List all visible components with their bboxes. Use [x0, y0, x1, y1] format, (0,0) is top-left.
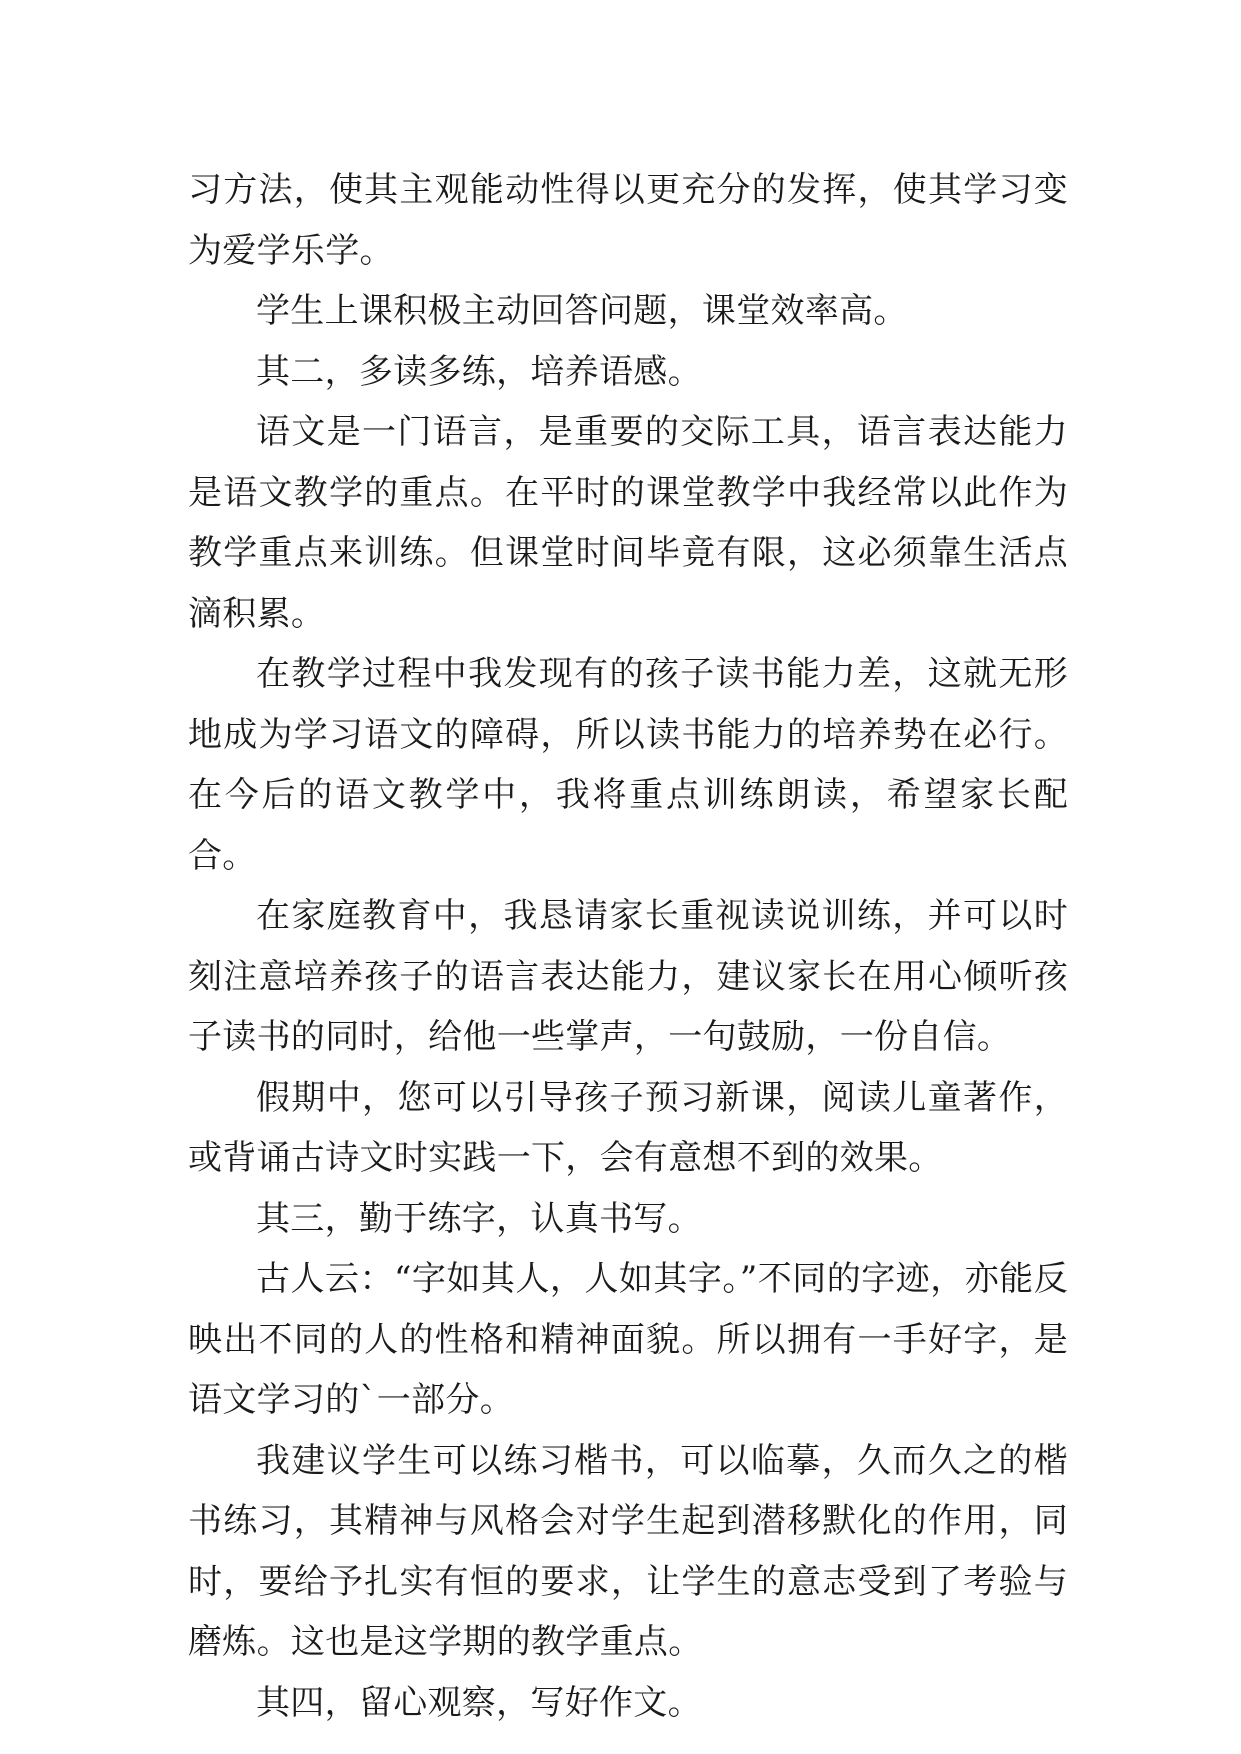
document-body	[188, 160, 1068, 1733]
paragraph-1: 习方法，使其主观能动性得以更充分的发挥，使其学习变为爱学乐学。	[188, 170, 1068, 271]
paragraph-4: 在教学过程中我发现有的孩子读书能力差，这就无形地成为学习语文的障碍，所以读书能力的培养势在必行。在今后的语文教学中，我将重点训练朗读，希望家长配合。	[188, 654, 1068, 876]
section-heading-2: 其二，多读多练，培养语感。	[256, 351, 702, 392]
paragraph-7: 古人云：“字如其人，人如其字。”不同的字迹，亦能反映出不同的人的性格和精神面貌。所以拥有一手好字，是语文学习的`一部分。	[188, 1259, 1068, 1420]
section-heading-3: 其三，勤于练字，认真书写。	[256, 1198, 702, 1239]
paragraph-8: 我建议学生可以练习楷书，可以临摹，久而久之的楷书练习，其精神与风格会对学生起到潜移默化的作用，同时，要给予扎实有恒的要求，让学生的意志受到了考验与磨炼。这也是这学期的教学重点。	[188, 1440, 1068, 1662]
paragraph-3: 语文是一门语言，是重要的交际工具，语言表达能力是语文教学的重点。在平时的课堂教学中我经常以此作为教学重点来训练。但课堂时间毕竟有限，这必须靠生活点滴积累。	[188, 412, 1068, 634]
paragraph-6: 假期中，您可以引导孩子预习新课，阅读儿童著作，或背诵古诗文时实践一下，会有意想不到的效果。	[188, 1077, 1068, 1178]
paragraph-2: 学生上课积极主动回答问题，课堂效率高。	[256, 291, 908, 331]
section-heading-4: 其四，留心观察，写好作文。	[256, 1682, 702, 1723]
paragraph-5: 在家庭教育中，我恳请家长重视读说训练，并可以时刻注意培养孩子的语言表达能力，建议家长在用心倾听孩子读书的同时，给他一些掌声，一句鼓励，一份自信。	[188, 896, 1068, 1057]
